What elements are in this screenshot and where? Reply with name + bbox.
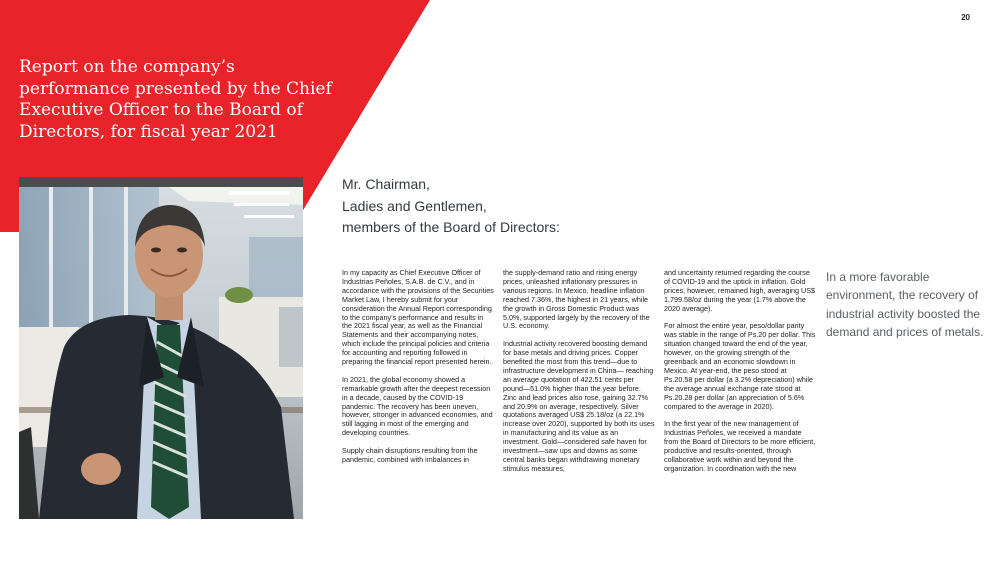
pull-quote: In a more favorable environment, the recovery of industrial activity boosted the demand and prices of metals. — [826, 270, 984, 339]
report-title: Report on the company’s performance presented by the Chief Executive Officer to the Board of Directors, for fiscal year 2021 — [19, 57, 332, 142]
paragraph: In 2021, the global economy showed a remarkable growth after the deepest recession in a decade, caused by the COVID-19 pandemic. The recovery has been uneven, however, stronger in advanced economies, and still lagging in most of the emerging and developing countries. — [342, 374, 493, 438]
paragraph: the supply-demand ratio and rising energy prices, unleashed inflationary pressures in various regions. In Mexico, headline inflation reached 7.36%, the highest in 21 years, while the growth in Gross Domestic Product was 5.0%, supported largely by the recovery of the U.S. economy. — [503, 268, 650, 331]
paragraph: Industrial activity recovered boosting demand for base metals and driving prices. Copper benefited the most from this trend—due to infrastructure development in China— reaching an average quotation of 422.51 cents per pound—51.0% higher than the year before. Zinc and lead prices also rose, gaining 32.7% and 20.9% on average, respectively. Silver quotations averaged US$ 25.18/oz (a 22.1% increase over 2020), supported by both its uses in manufacturing and its value as an investment. Gold—considered safe haven for investment—saw ups and downs as some central banks began withdrawing monetary stimulus measures, — [503, 339, 655, 473]
ceo-photo — [19, 177, 303, 519]
body-column-1 — [342, 269, 494, 474]
page-number: 20 — [961, 13, 970, 22]
salutation-line: Mr. Chairman, — [342, 176, 430, 192]
body-column-3 — [664, 269, 816, 483]
salutation-line: Ladies and Gentlemen, — [342, 197, 487, 214]
paragraph: In my capacity as Chief Executive Officer of Industrias Peñoles, S.A.B. de C.V., and in accordance with the provisions of the Securities Market Law, I hereby submit for your consideration the Annual Report corresponding to the company’s performance and results in the 2021 fiscal year, as well as the Financial Statements and their accompanying notes, which include the principal policies and criteria for accounting and reporting followed in preparing the financial report presented herein. — [342, 268, 494, 367]
salutation — [342, 174, 622, 239]
paragraph: For almost the entire year, peso/dollar parity was stable in the range of Ps.20 per dollar. This situation changed toward the end of the year, however, on the growing strength of the greenback and an economic slowdown in Mexico. At year-end, the peso stood at Ps.20.58 per dollar (a 3.2% depreciation) while the average annual exchange rate stood at Ps.20.28 per dollar (an appreciation of 5.6% compared to the average in 2020). — [664, 321, 816, 411]
paragraph: In the first year of the new management of Industrias Peñoles, we received a mandate from the Board of Directors to be more efficient, productive and results-oriented, through collaborative work within and beyond the organization. In coordination with the new — [664, 419, 816, 473]
paragraph: Supply chain disruptions resulting from the pandemic, combined with imbalances in — [342, 446, 478, 464]
paragraph: and uncertainty returned regarding the course of COVID-19 and the uptick in inflation. Gold prices, however, remained high, averaging US$ 1,799.58/oz during the year (1.7% above the 2020 average). — [664, 268, 816, 313]
salutation-line: members of the Board of Directors: — [342, 219, 560, 235]
body-column-2 — [503, 269, 655, 483]
